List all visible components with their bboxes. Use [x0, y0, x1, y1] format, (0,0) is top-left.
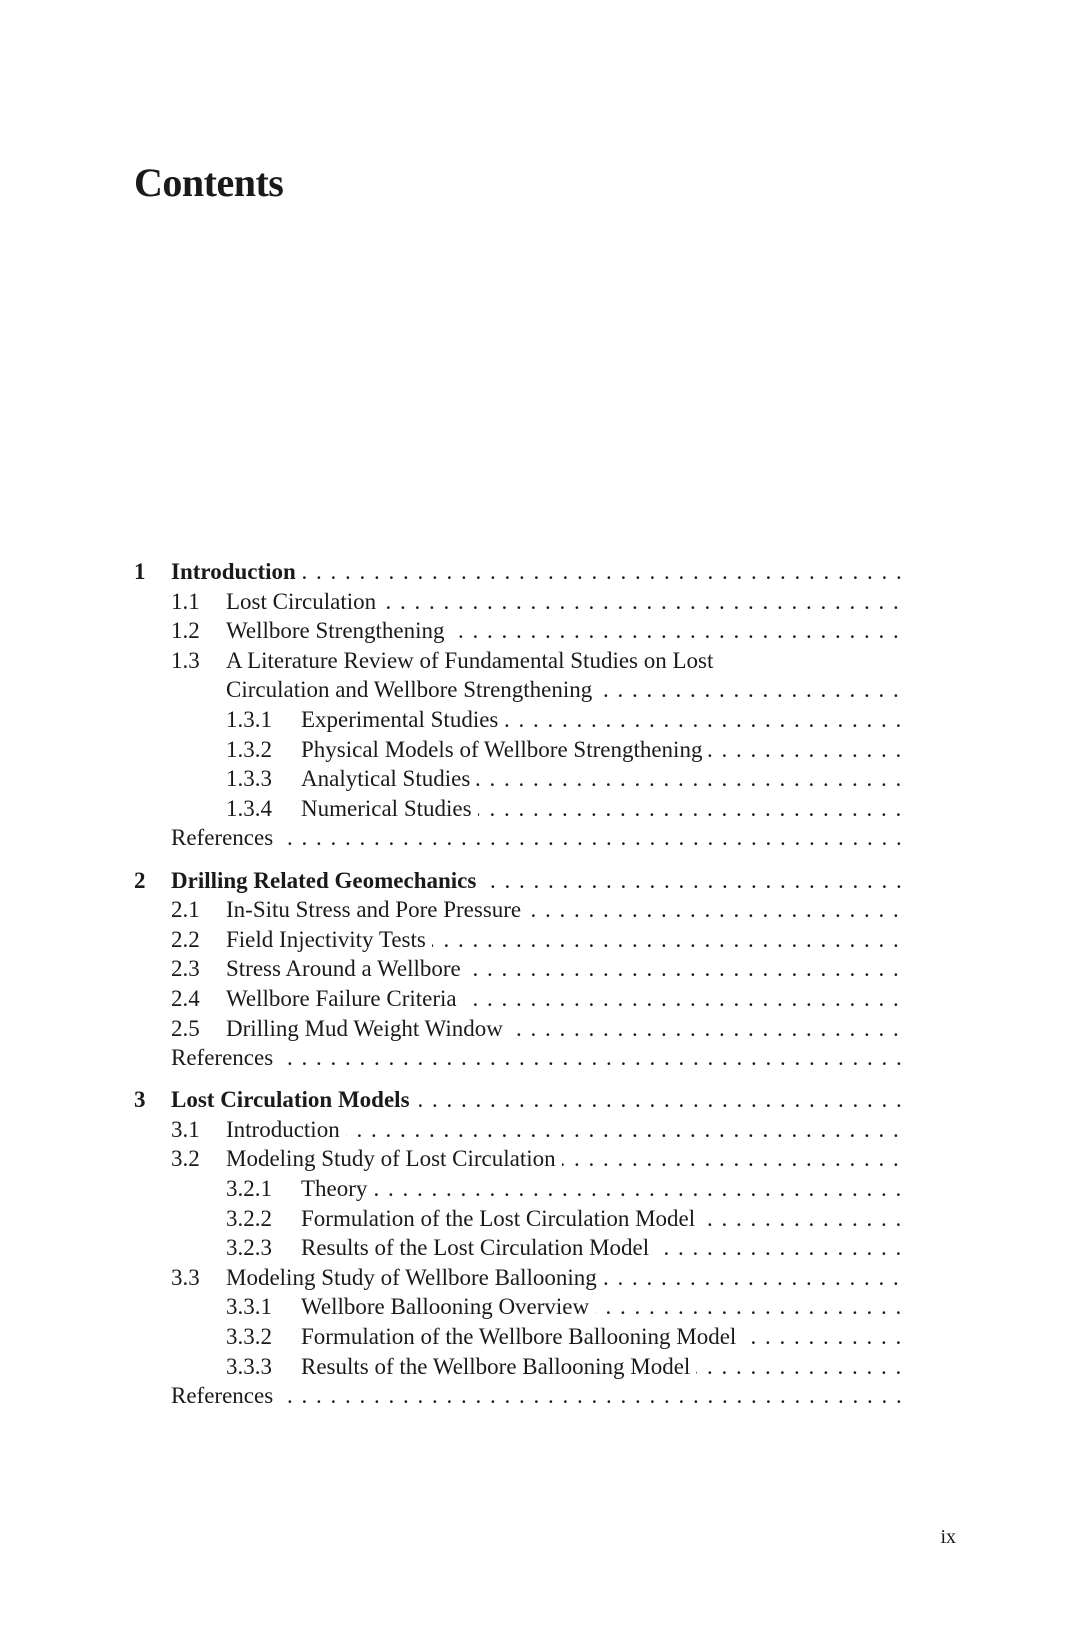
toc-entry-leader [171, 1043, 901, 1073]
toc-entry-leader [171, 557, 901, 587]
toc-entry-number: 3.3.1 [226, 1294, 272, 1320]
toc-entry-number: 2.5 [171, 1015, 200, 1041]
toc-entry-number: 3.2.2 [226, 1205, 272, 1231]
toc-entry-number: 2.4 [171, 985, 200, 1011]
toc-entry-title: Theory [301, 1176, 373, 1201]
toc-entry-leader [301, 1292, 901, 1322]
toc-entry-leader [171, 1381, 901, 1411]
toc-entry-leader [301, 1322, 901, 1352]
toc-entry-title: Numerical Studies [301, 796, 478, 821]
toc-entry-leader [226, 895, 901, 925]
toc-entry-number: 1.1 [171, 588, 200, 614]
toc-entry-title: Lost Circulation Models [171, 1087, 416, 1112]
toc-entry-number: 3.2 [171, 1146, 200, 1172]
toc-entry-number: 1.3.2 [226, 736, 272, 762]
toc-entry-leader [226, 1144, 901, 1174]
toc-entry-number: 2.2 [171, 926, 200, 952]
toc-entry-title: Drilling Mud Weight Window [226, 1016, 509, 1041]
toc-entry-title: Circulation and Wellbore Strengthening [226, 677, 598, 702]
toc-entry-leader [301, 705, 901, 735]
toc-entry-number: 1.3.4 [226, 795, 272, 821]
toc-entry-title: Introduction [171, 559, 302, 584]
toc-entry-title: Introduction [226, 1117, 346, 1142]
toc-entry-leader [301, 794, 901, 824]
toc-entry-number: 3.2.1 [226, 1176, 272, 1201]
toc-entry-leader [301, 735, 901, 765]
toc-entry-leader [226, 1263, 901, 1293]
toc-entry-number: 3.3.2 [226, 1324, 272, 1349]
toc-entry-title: A Literature Review of Fundamental Studies on Lost [226, 648, 719, 673]
toc-entry-title: In-Situ Stress and Pore Pressure [226, 897, 527, 922]
toc-entry-leader [226, 616, 901, 646]
toc-entry-leader [226, 675, 901, 705]
toc-entry-number: 3 [134, 1087, 146, 1113]
toc-entry-leader [171, 1085, 901, 1115]
toc-entry-title: Field Injectivity Tests [226, 927, 432, 952]
toc-entry-title: References [171, 825, 279, 850]
toc-entry-title: Analytical Studies [301, 766, 476, 791]
toc-entry-number: 2.1 [171, 897, 200, 923]
toc-entry-leader [301, 1174, 901, 1204]
toc-entry-leader [226, 1115, 901, 1145]
toc-entry-leader [301, 1352, 901, 1382]
toc-entry-leader [301, 1233, 901, 1263]
toc-entry-number: 3.3.3 [226, 1353, 272, 1379]
toc-entry-title: Lost Circulation [226, 589, 382, 614]
page-number: ix [940, 1526, 956, 1548]
toc-entry-leader [171, 866, 901, 896]
toc-entry-title: Results of the Wellbore Ballooning Model [301, 1354, 696, 1379]
toc-entry-title: Formulation of the Lost Circulation Model [301, 1206, 701, 1231]
toc-entry-number: 1.3.3 [226, 766, 272, 792]
toc-entry-number: 1.3 [171, 647, 200, 673]
toc-entry-number: 3.2.3 [226, 1235, 272, 1261]
toc-entry-title: Wellbore Strengthening [226, 618, 451, 643]
toc-entry-leader [226, 925, 901, 955]
toc-entry-title: Wellbore Ballooning Overview [301, 1294, 595, 1319]
toc-entry-leader [301, 764, 901, 794]
toc-entry-number: 1 [134, 559, 146, 584]
toc-entry-leader [226, 1014, 901, 1044]
toc-entry-title: Modeling Study of Wellbore Ballooning [226, 1265, 603, 1290]
toc-entry-number: 3.3 [171, 1264, 200, 1290]
toc-entry-number: 1.3.1 [226, 707, 272, 732]
toc-entry-number: 3.1 [171, 1116, 200, 1142]
page-title: Contents [134, 159, 284, 205]
toc-entry-number: 2 [134, 867, 146, 893]
toc-entry-title: References [171, 1383, 279, 1408]
toc-entry-leader [226, 587, 901, 617]
toc-entry-title: Stress Around a Wellbore [226, 956, 467, 981]
toc-entry-title: References [171, 1045, 279, 1070]
toc-entry-leader [171, 823, 901, 853]
toc-entry-leader [226, 954, 901, 984]
toc-entry-title: Experimental Studies [301, 707, 504, 732]
toc-entry-number: 1.2 [171, 618, 200, 644]
toc-entry-title: Physical Models of Wellbore Strengthening [301, 737, 708, 762]
toc-entry-title: Formulation of the Wellbore Ballooning Model [301, 1324, 742, 1349]
toc-entry-leader [301, 1204, 901, 1234]
toc-entry-leader [226, 646, 901, 676]
toc-entry-leader [226, 984, 901, 1014]
toc-entry-number: 2.3 [171, 956, 200, 982]
toc-entry-title: Wellbore Failure Criteria [226, 986, 463, 1011]
toc-entry-title: Drilling Related Geomechanics [171, 868, 482, 893]
toc-entry-title: Modeling Study of Lost Circulation [226, 1146, 562, 1171]
toc-entry-title: Results of the Lost Circulation Model [301, 1235, 655, 1260]
